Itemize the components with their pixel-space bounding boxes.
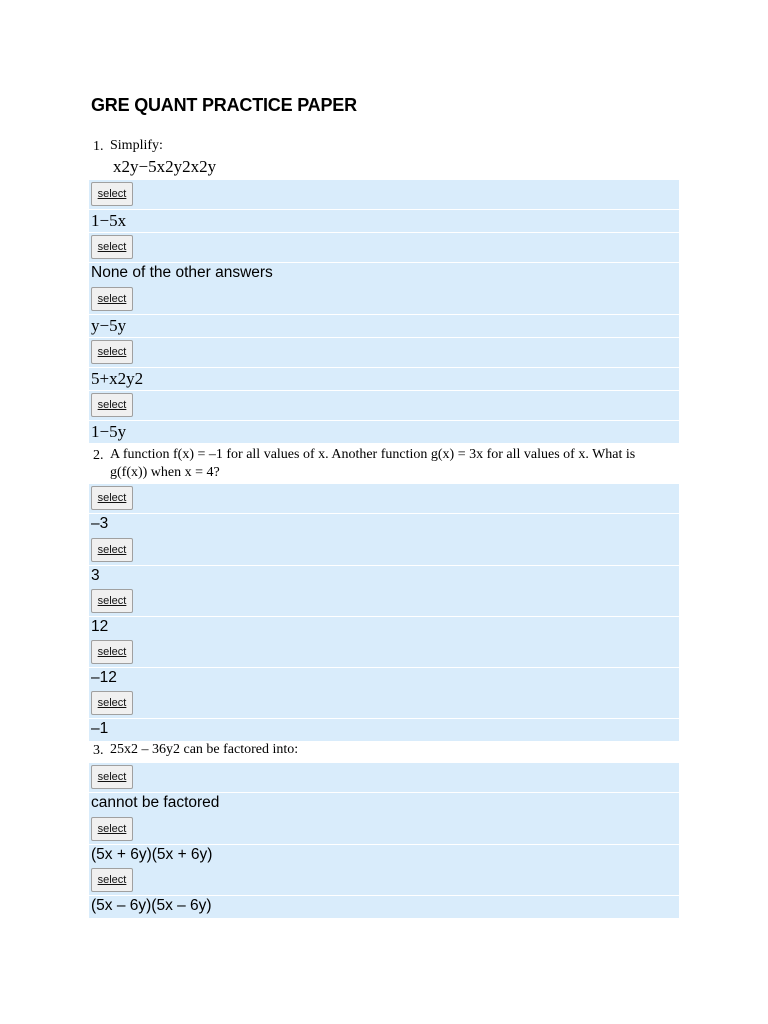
select-button[interactable]: select <box>91 589 133 613</box>
answer-text: None of the other answers <box>91 264 273 281</box>
answer-select-row <box>89 638 679 668</box>
answer-text: –12 <box>91 669 117 686</box>
answer-option <box>89 514 679 537</box>
answer-text: (5x + 6y)(5x + 6y) <box>91 846 213 863</box>
select-button[interactable]: select <box>91 235 133 259</box>
answer-text: (5x – 6y)(5x – 6y) <box>91 897 212 914</box>
answer-text: cannot be factored <box>91 794 220 811</box>
answer-select-row <box>89 338 679 368</box>
question-expression: x2y−5x2y2x2y <box>113 157 217 176</box>
answer-option <box>89 566 679 589</box>
answer-select-row <box>89 763 679 793</box>
question-text: A function f(x) = –1 for all values of x. Another function g(x) = 3x for all values of x. What is g(f(x)) when x = 4? <box>110 447 636 480</box>
answer-select-row <box>89 689 679 719</box>
select-button[interactable]: select <box>91 340 133 364</box>
question-text: Simplify: <box>110 138 163 153</box>
answer-option <box>89 617 679 640</box>
answer-text: –1 <box>91 720 109 737</box>
answer-select-row <box>89 285 679 315</box>
answer-select-row <box>89 233 679 263</box>
answer-select-row <box>89 484 679 514</box>
answer-select-row <box>89 391 679 421</box>
answer-option <box>89 263 679 286</box>
answer-option <box>89 845 679 868</box>
answer-select-row <box>89 180 679 210</box>
answer-text: 5+x2y2 <box>91 369 144 388</box>
question-number: 2. <box>93 448 104 463</box>
answer-option <box>89 793 679 816</box>
answer-option <box>89 719 679 742</box>
page-title: GRE QUANT PRACTICE PAPER <box>91 95 357 115</box>
answer-option <box>89 368 679 391</box>
question-text: 25x2 – 36y2 can be factored into: <box>110 742 299 757</box>
select-button[interactable]: select <box>91 538 133 562</box>
answer-option <box>89 668 679 691</box>
select-button[interactable]: select <box>91 486 133 510</box>
answer-option <box>89 896 679 919</box>
answer-option <box>89 315 679 338</box>
answer-text: 1−5y <box>91 422 127 441</box>
select-button[interactable]: select <box>91 817 133 841</box>
answer-text: 12 <box>91 618 109 635</box>
answer-select-row <box>89 536 679 566</box>
select-button[interactable]: select <box>91 393 133 417</box>
answer-select-row <box>89 815 679 845</box>
question-number: 3. <box>93 743 104 758</box>
select-button[interactable]: select <box>91 765 133 789</box>
select-button[interactable]: select <box>91 182 133 206</box>
select-button[interactable]: select <box>91 868 133 892</box>
answer-text: –3 <box>91 515 109 532</box>
answer-text: 3 <box>91 567 100 584</box>
answer-text: y−5y <box>91 316 127 335</box>
answer-option <box>89 210 679 233</box>
select-button[interactable]: select <box>91 691 133 715</box>
answer-select-row <box>89 866 679 896</box>
answer-select-row <box>89 587 679 617</box>
select-button[interactable]: select <box>91 640 133 664</box>
answer-text: 1−5x <box>91 211 127 230</box>
question-number: 1. <box>93 139 104 154</box>
answer-option <box>89 421 679 444</box>
select-button[interactable]: select <box>91 287 133 311</box>
